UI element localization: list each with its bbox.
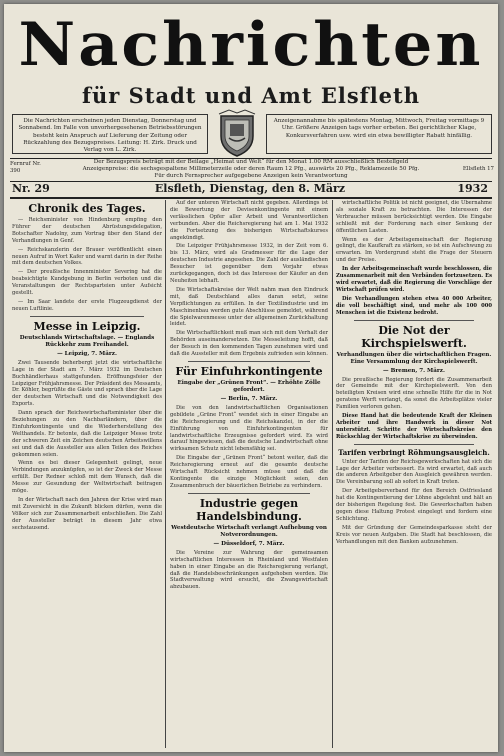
article-paragraph: Die Wirtschaftlichkeit muß man sich mit dem Verhalt der Behörden auseinandersetzen. Die Messeleitung hofft, daß der Besuch in den kommenden Tagen zunehmen wird und daß die Aussteller mit dem Ergebnis zufrieden sein können. xyxy=(170,330,328,358)
dateline-messe: — Leipzig, 7. März. xyxy=(57,350,117,357)
column-separator xyxy=(165,200,166,748)
liability-notice: Für durch Fernsprecher aufgegebene Anzeigen kein Verantwortung xyxy=(154,173,348,179)
column-2 xyxy=(170,200,328,748)
article-paragraph: — Der preußische Innenminister Severing hat die beabsichtigte Kundgebung in Berlin verboten und die Veranstaltungen der Rechtsparteien unter Aufsicht gestellt. xyxy=(12,269,162,297)
headline-not: Die Not der Kirchspielswerft. xyxy=(361,323,467,350)
article-paragraph: — Reichskanzlerin der Brauer veröffentlicht einen neuen Aufruf in Wort Kafer und warnt darin in der Reihe mit dem deutschen Volkes. xyxy=(12,246,162,267)
article-paragraph: Auf der unteren Wirtschaft nicht gegeben. Allerdings ist die Bewertung der Devisenkontingente mit einem verlässlichen Opfer aller Arbeit und Verantwortlichen verbunden. Aber die Reichsregierung hat am 1. Mai 1932 die Fortsetzung des bisherigen Wirtschaftskurses angekündigt. xyxy=(170,200,328,241)
subscription-notice: Der Bezugspreis beträgt mit der Beilage „Heimat und Welt“ für den Monat 1.00 RM ausschließlich Bestellgeld xyxy=(93,159,409,165)
article-paragraph: Die Leipziger Frühjahrsmesse 1932, in der Zeit vom 6. bis 13. März, wird als Gradmesser für die Lage der deutschen Industrie angesehen. Die Zahl der ausländischen Besucher ist gegenüber dem Vorjahr etwas zurückgegangen, doch ist das Interesse der Käufer an den Neuheiten lebhaft. xyxy=(170,243,328,284)
subheadline-messe: Deutschlands Wirtschaftslage. — Englands Rückkehr zum Freihandel. xyxy=(19,334,155,348)
headline-einfuhr: Für Einfuhrkontingente xyxy=(175,364,323,378)
article-paragraph: Dann sprach der Reichswirtschaftsminister über die Beziehungen zu den Nachbarländern, über die Einfuhrkontingente und die Wiederherstellung des Welthandels. Er betonte, daß die Leipziger Messe trotz der schweren Zeit ein Zeichen deutschen Arbeitswillens sei und daß die Aussteller aus allen Teilen des Reiches gekommen seien. xyxy=(12,410,162,458)
article-paragraph-bold: In der Arbeitsgemeinschaft wurde beschlossen, die Zusammenarbeit mit den Verbänden fortzusetzen. Es wird erwartet, daß die Regierung die Vorschläge der Wirtschaft prüfen wird. xyxy=(336,266,492,293)
subheadline-einfuhr: Eingabe der „Grünen Front“. — Erhöhte Zölle gefordert. xyxy=(177,379,321,393)
article-paragraph: Die Eingabe der „Grünen Front“ betont weiter, daß die Reichsregierung erneut auf die gesamte deutsche Wirtschaft Rücksicht nehmen müsse und daß die Kontingente die einzige Möglichkeit seien, den Zusammenbruch der bäuerlichen Betriebe zu verhindern. xyxy=(170,455,328,489)
article-paragraph: wirtschaftliche Politik ist nicht geeignet, die Übernahme als soziale Kraft zu betrachten. Die Interessen der Verbraucher müssen berücksichtigt werden. Die Eingabe schließt mit der Forderung nach einer Senkung der öffentlichen Lasten. xyxy=(336,200,492,234)
article-paragraph: Wenn es der Arbeitsgemeinschaft der Regierung gelingt, die Kaufkraft zu stärken, so ist ein Aufschwung zu erwarten. Im Vordergrund steht die Frage der Steuern und der Preise. xyxy=(336,236,492,264)
headline-messe: Messe in Leipzig. xyxy=(33,319,141,333)
article-divider xyxy=(30,316,144,317)
article-paragraph: — Reichsminister von Hindenburg empfing den Führer der deutschen Abrüstungsdelegation, Botschafter Nadolny, zum Vortrag über den Stand der Verhandlungen in Genf. xyxy=(12,217,162,244)
ad-price-notice: Anzeigenpreise: die sechsgespaltene Millimeterzeile oder deren Raum 12 Pfg., auswärts 20 Pfg., Reklamezeile 50 Pfg. xyxy=(82,166,420,172)
article-paragraph: Die von den landwirtschaftlichen Organisationen gebildete „Grüne Front“ wendet sich in einer Eingabe an die Reichsregierung und die Reichskanzlei, in der die Einführung von Einfuhrkontingenten für landwirtschaftliche Erzeugnisse gefordert wird. Es wird darauf hingewiesen, daß die deutsche Landwirtschaft ohne wirksamen Schutz nicht lebensfähig sei. xyxy=(170,404,328,453)
headline-industrie: Industrie gegen Handelsbindung. xyxy=(196,496,302,523)
article-paragraph: Mit der Gründung der Gemeindesparkasse steht der Kreis vor neuen Aufgaben. Die Stadt hat beschlossen, die Verhandlungen mit den Banken aufzunehmen. xyxy=(336,524,492,545)
article-paragraph: Die preußische Regierung fordert die Zusammenarbeit der Gemeinde mit der Kirchspielswerft. Von den beteiligten Kreisen wird eine schnelle Hilfe für die in Not geratene Werft verlangt, da sonst die Arbeitsplätze vieler Familien verloren gehen. xyxy=(336,376,492,411)
coat-of-arms-emblem xyxy=(215,108,259,158)
article-paragraph: — Im Saar landete der erste Flugzeugdienst der neuen Luftlinie. xyxy=(12,298,162,312)
article-paragraph: Unter der Tarifen der Reichsgewerkschaften hat sich die Lage der Arbeiter verbessert. Es wird erwartet, daß auch die anderen Arbeitgeber den Ausgleich gewähren werden. Die Vereinbarung soll ab sofort in Kraft treten. xyxy=(336,458,492,486)
issue-year: 1932 xyxy=(457,182,488,195)
column-1 xyxy=(12,200,162,748)
subheadline-not: Verhandlungen über die wirtschaftlichen Fragen. Eine Versammlung der Kirchspielswerft. xyxy=(336,351,492,365)
subheadline-industrie: Westdeutsche Wirtschaft verlangt Aufhebung von Notverordnungen. xyxy=(171,524,327,538)
article-divider xyxy=(354,444,474,445)
dateline xyxy=(10,182,492,196)
article-divider xyxy=(354,320,474,321)
article-paragraph-bold: Die Verhandlungen stehen etwa 40 000 Arbeiter, die voll beschäftigt sind, und mehr als 100 000 Menschen ist die Existenz bedroht. xyxy=(336,295,492,316)
article-paragraph: Die Vereine zur Wahrung der gemeinsamen wirtschaftlichen Interessen in Rheinland und Westfalen haben in einer Eingabe an die Reichsregierung verlangt, daß die Handelsbeschränkungen aufgehoben werden. Die Stadtverwaltung wird ersucht, die Zwangswirtschaft abzubauen. xyxy=(170,549,328,591)
article-paragraph: Der Arbeitgeberverband für den Bereich Ostfriesland hat die Kontingentierung der Löhne abgelehnt und hält an der bisherigen Regelung fest. Die Gewerkschaften haben gegen diese Haltung Protest eingelegt und fordern eine Schlichtung. xyxy=(336,488,492,522)
side-right-info: Ellsfleth 17 xyxy=(462,166,494,172)
headline-tarif: Tarifen verbringt Röhmungsausgleich. xyxy=(338,447,490,457)
article-divider xyxy=(188,361,310,362)
article-divider xyxy=(188,493,310,494)
newspaper-page xyxy=(4,4,498,752)
article-paragraph: Die Wirtschaftskreise der Welt nahm man den Eindruck mit, daß Deutschland alles daran setzt, seine Verpflichtungen zu erfüllen. In der Textilindustrie und im Maschinenbau werden gute Abschlüsse gemeldet, während die Spielwarenmesse unter der allgemeinen Zurückhaltung leidet. xyxy=(170,286,328,328)
masthead-subtitle: für Stadt und Amt Elsfleth xyxy=(81,83,421,108)
advertising-info-box: Anzeigenannahme bis spätestens Montag, Mittwoch, Freitag vormittags 9 Uhr. Größere Anzeigen tags vorher erbeten. Bei gerichtlicher Klage, Konkursverfahren usw. wird ein etwa bewilligter Rabatt hinfällig. xyxy=(266,114,492,154)
dateline-industrie: — Düsseldorf, 7. März. xyxy=(213,540,285,547)
article-paragraph-bold: Diese Hand hat die bedeutende Kraft der Kleinen Arbeiter und ihre Handwerk in dieser Not unterstützt. Schritte der Wirtschaftskreise den Rückschlag der Wirtschaftskrise zu überwinden. xyxy=(336,413,492,440)
phone-number: Fernruf Nr. 390 xyxy=(10,161,41,174)
column-separator xyxy=(332,200,333,748)
dateline-rule-bottom xyxy=(10,197,492,199)
article-paragraph: Zwei Tausende beherbergt jetzt die wirtschaftliche Lage in der Stadt am 7. März 1932 im Deutschen Buchhändlerhaus stattgefunden. Eröffnungsfeier der Leipziger Frühjahrsmesse. Der Präsident des Messamts, Dr. Köhler, begrüßte die Gäste und sprach über die Lage der deutschen Wirtschaft und die Notwendigkeit des Exports. xyxy=(12,359,162,408)
publication-info-box: Die Nachrichten erscheinen jeden Dienstag, Donnerstag und Sonnabend. Im Falle von unvorhergesehenen Betriebsstörungen besteht kein Anspruch auf Lieferung der Zeitung oder Rückzahlung des Bezugspreises. Leitung: H. Zirk. Druck und Verlag von L. Zirk. xyxy=(12,114,208,154)
dateline-einfuhr: — Berlin, 7. März. xyxy=(220,395,278,402)
issue-number: Nr. 29 xyxy=(12,182,50,195)
article-paragraph: Wenn es bei dieser Gelegenheit gelingt, neue Verbindungen anzuknüpfen, so ist der Zweck der Messe erfüllt. Der Redner schloß mit dem Wunsch, daß die Messe zur Gesundung der Weltwirtschaft beitragen möge. xyxy=(12,460,162,495)
dateline-not: — Bremen, 7. März. xyxy=(383,367,445,374)
column-3 xyxy=(336,200,492,748)
masthead-title: Nachrichten xyxy=(18,9,484,80)
place-and-date: Elsfleth, Dienstag, den 8. März xyxy=(154,182,346,195)
article-paragraph: In der Wirtschaft nach den Jahren der Krise wird man mit Zuversicht in die Zukunft blicken dürfen, wenn die Völker sich zur Zusammenarbeit entschließen. Die Zahl der Aussteller beträgt in diesem Jahr etwa sechstausend. xyxy=(12,497,162,531)
headline-chronik: Chronik des Tages. xyxy=(28,202,146,215)
